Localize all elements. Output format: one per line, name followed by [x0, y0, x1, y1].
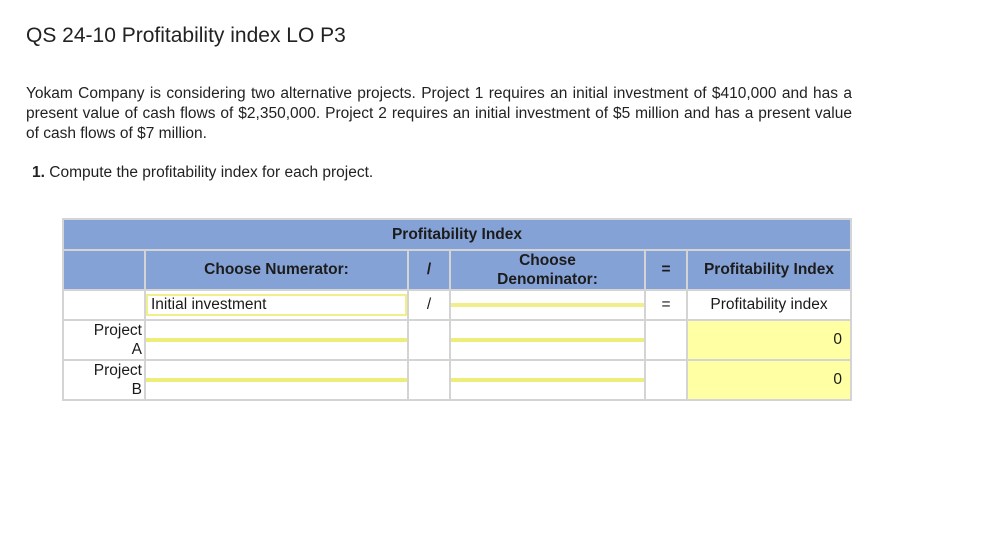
- profitability-index-table: [62, 218, 852, 401]
- numerator-select-value: Initial investment: [151, 296, 267, 313]
- header-equals: =: [645, 250, 687, 290]
- formula-row-label: [63, 290, 145, 320]
- header-result: Profitability Index: [687, 250, 851, 290]
- denominator-select-cell: [450, 290, 645, 320]
- numerator-select-cell: [145, 290, 408, 320]
- problem-statement: Yokam Company is considering two alternative projects. Project 1 requires an initial investment of $410,000 and has a present value of cash flows of $2,350,000. Project 2 requires an initial investment of $5 million and has a present value of cash flows of $7 million.: [26, 85, 852, 142]
- project-a-divide-cell: [408, 320, 450, 360]
- project-b-denominator-cell: [450, 360, 645, 400]
- project-b-equals-cell: [645, 360, 687, 400]
- header-numerator: Choose Numerator:: [145, 250, 408, 290]
- page-title: QS 24-10 Profitability index LO P3: [26, 24, 346, 47]
- project-a-equals-cell: [645, 320, 687, 360]
- row-label-project-a-line1: Project: [93, 322, 142, 339]
- project-b-numerator-cell: [145, 360, 408, 400]
- question-text: Compute the profitability index for each project.: [49, 164, 374, 181]
- project-a-numerator-cell: [145, 320, 408, 360]
- row-label-project-a: [63, 320, 145, 360]
- formula-divide: /: [408, 290, 450, 320]
- formula-result: Profitability index: [687, 290, 851, 320]
- header-denominator: [450, 250, 645, 290]
- project-b-denominator-input[interactable]: [451, 378, 644, 382]
- row-label-project-b-line1: Project: [93, 362, 142, 379]
- project-b-result: 0: [687, 360, 851, 400]
- row-label-project-b-line2: B: [131, 381, 142, 398]
- row-label-project-a-line2: A: [131, 341, 142, 358]
- question-1: [32, 164, 373, 182]
- formula-equals: =: [645, 290, 687, 320]
- header-divide: /: [408, 250, 450, 290]
- project-b-divide-cell: [408, 360, 450, 400]
- project-a-result: 0: [687, 320, 851, 360]
- denominator-select[interactable]: [451, 303, 644, 307]
- table-caption: Profitability Index: [63, 219, 851, 250]
- project-a-denominator-cell: [450, 320, 645, 360]
- header-empty-cell: [63, 250, 145, 290]
- row-label-project-b: [63, 360, 145, 400]
- question-number: 1.: [32, 164, 45, 181]
- project-a-denominator-input[interactable]: [451, 338, 644, 342]
- project-a-numerator-input[interactable]: [146, 338, 407, 342]
- header-denominator-line2: Denominator:: [497, 271, 598, 288]
- numerator-select[interactable]: [146, 294, 407, 316]
- project-b-numerator-input[interactable]: [146, 378, 407, 382]
- header-denominator-line1: Choose: [519, 252, 576, 269]
